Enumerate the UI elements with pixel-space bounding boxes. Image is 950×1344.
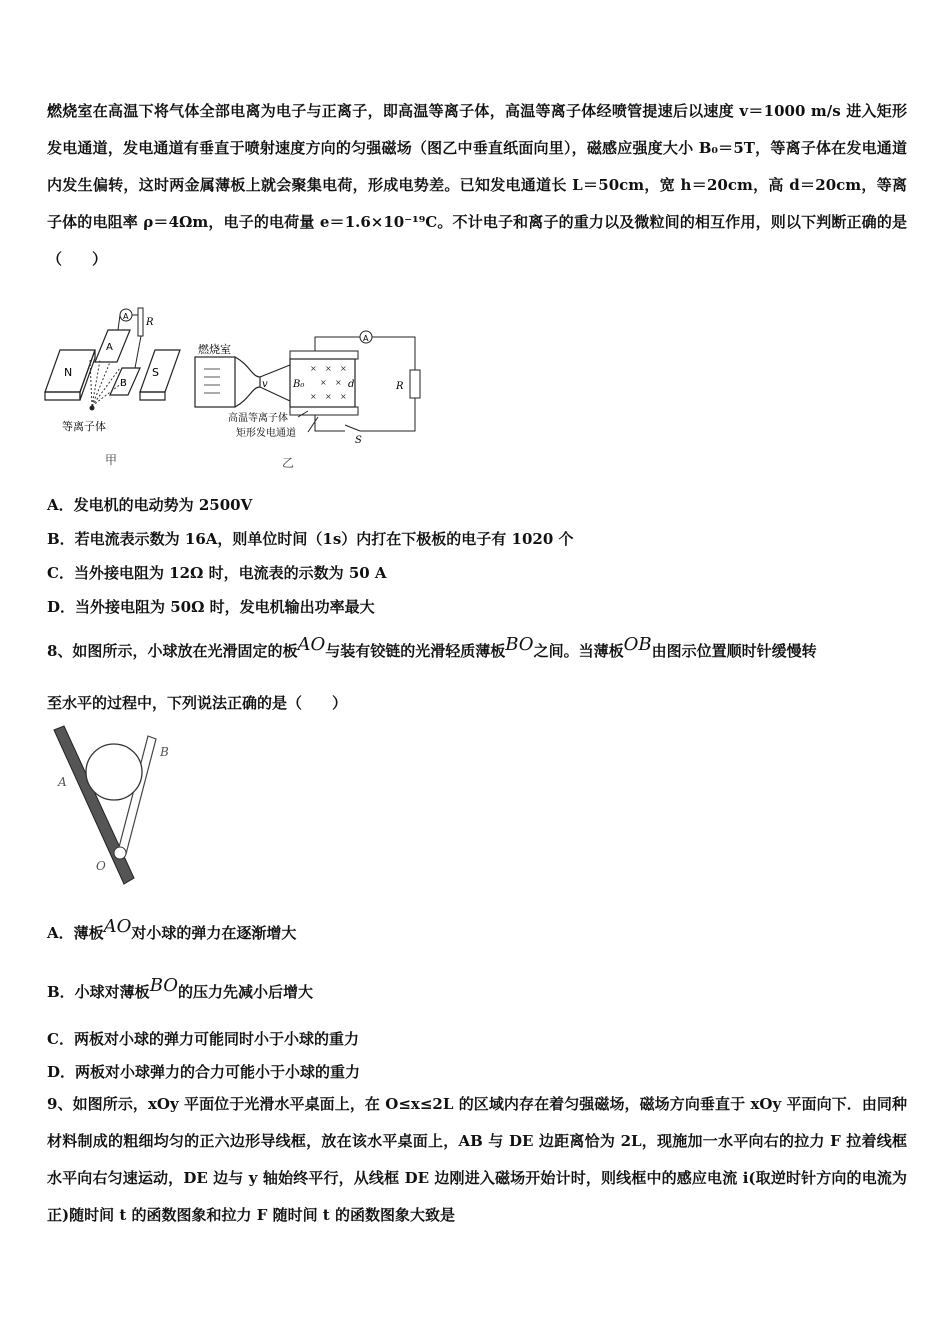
label-o-q8: O xyxy=(96,859,106,873)
bo-label: BO xyxy=(505,634,534,655)
svg-text:×: × xyxy=(340,364,347,373)
q8-option-a: A．薄板$^{AO}$对小球的弹力在逐渐增大 xyxy=(47,916,297,942)
figure-jia xyxy=(40,300,190,470)
label-r-yi: R xyxy=(396,381,404,392)
question-8-stem-line1: 8、如图所示，小球放在光滑固定的板$^{AO}$与装有铰链的光滑轻质薄板$^{BO}$之间。当薄板$^{OB}$由图示位置顺时针缓慢转 xyxy=(47,634,817,660)
label-v: v xyxy=(262,379,268,390)
svg-text:×: × xyxy=(310,392,317,401)
label-d: d xyxy=(348,379,355,390)
question-7-stem: 燃烧室在高温下将气体全部电离为电子与正离子，即高温等离子体，高温等离子体经喷管提速后以速度 v＝1000 m/s 进入矩形发电通道，发电通道有垂直于喷射速度方向的匀强磁场（图乙中垂直纸面向里），磁感应强度大小 B₀＝5T，等离子体在发电通道内发生偏转，这时两金属薄板上就会聚集电荷，形成电势差。已知发电通道长 L＝50cm，宽 h＝20cm，高 d＝20cm，等离子体的电阻率 ρ＝4Ωm，电子的电荷量 e＝1.6×10⁻¹⁹C。不计电子和离子的重力以及微粒间的相互作用，则以下判断正确的是（ ） xyxy=(47,102,907,268)
label-a: A xyxy=(106,342,113,353)
label-r: R xyxy=(146,317,154,328)
svg-text:×: × xyxy=(335,378,342,387)
ao-label: AO xyxy=(297,634,326,655)
svg-text:×: × xyxy=(340,392,347,401)
q7-option-b: B．若电流表示数为 16A，则单位时间（1s）内打在下极板的电子有 1020 个 xyxy=(47,530,574,548)
q7-option-a: A．发电机的电动势为 2500V xyxy=(47,496,253,514)
q8-option-d: D．两板对小球弹力的合力可能小于小球的重力 xyxy=(47,1063,361,1081)
label-b-q8: B xyxy=(160,745,169,759)
q8-option-b: B．小球对薄板$^{BO}$的压力先减小后增大 xyxy=(47,975,314,1001)
label-b: B xyxy=(120,378,127,389)
label-plasma-jia: 等离子体 xyxy=(62,420,106,433)
figure-yi xyxy=(190,325,430,470)
ammeter-yi: A xyxy=(363,334,369,343)
ob-label: OB xyxy=(623,634,652,655)
caption-jia: 甲 xyxy=(105,453,118,467)
label-a-q8: A xyxy=(58,775,67,789)
q7-option-c: C．当外接电阻为 12Ω 时，电流表的示数为 50 A xyxy=(47,564,387,582)
svg-text:×: × xyxy=(325,392,332,401)
question-9-stem: 9、如图所示，xOy 平面位于光滑水平桌面上，在 O≤x≤2L 的区域内存在着匀强磁场，磁场方向垂直于 xOy 平面向下．由同种材料制成的粗细均匀的正六边形导线框，放在该水平桌面上，AB 与 DE 边距离恰为 2L，现施加一水平向右的拉力 F 拉着线框水平向右匀速运动，DE 边与 y 轴始终平行，从线框 DE 边刚进入磁场开始计时，则线框中的感应电流 i(取逆时针方向的电流为正)随时间 t 的函数图象和拉力 F 随时间 t 的函数图象大致是 xyxy=(47,1095,907,1224)
ammeter-a: A xyxy=(123,312,129,321)
label-plasma-yi: 高温等离子体 xyxy=(228,413,288,424)
label-chamber: 燃烧室 xyxy=(198,343,231,356)
caption-yi: 乙 xyxy=(282,456,295,470)
label-n: N xyxy=(64,366,73,379)
label-s-yi: S xyxy=(355,435,362,446)
svg-text:×: × xyxy=(325,364,332,373)
label-b0: B₀ xyxy=(293,379,305,390)
question-8-stem-line2: 至水平的过程中，下列说法正确的是（ ） xyxy=(47,694,348,712)
label-channel: 矩形发电通道 xyxy=(236,428,296,439)
q8-option-c: C．两板对小球的弹力可能同时小于小球的重力 xyxy=(47,1030,359,1048)
svg-text:×: × xyxy=(320,378,327,387)
figure-q8 xyxy=(48,722,188,892)
q7-option-d: D．当外接电阻为 50Ω 时，发电机输出功率最大 xyxy=(47,598,375,616)
svg-text:×: × xyxy=(310,364,317,373)
label-s: S xyxy=(152,366,159,379)
